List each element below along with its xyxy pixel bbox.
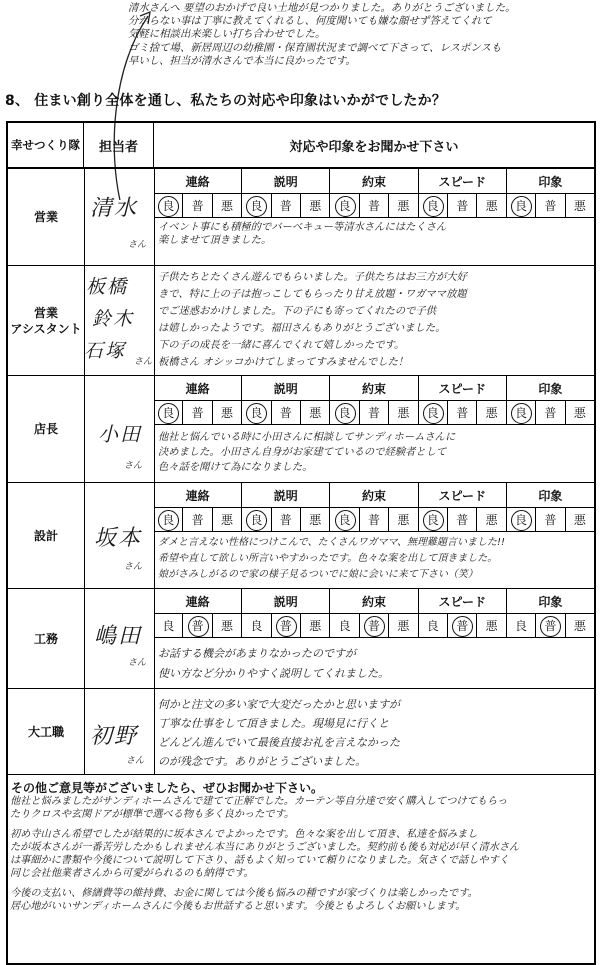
- header-person: 担当者: [84, 123, 154, 169]
- rating-option[interactable]: 良: [419, 401, 448, 424]
- rating-category: 説明: [242, 169, 330, 193]
- rating-option[interactable]: 良: [242, 401, 271, 424]
- person-cell: [84, 483, 155, 588]
- rating-option-group: [154, 194, 242, 217]
- rating-option[interactable]: 良: [242, 194, 271, 217]
- comment-line: のが残念です。ありがとうございました。: [158, 755, 367, 768]
- comment-line: 他社と悩んでいる時に小田さんに相談してサンディホームさんに: [158, 431, 456, 443]
- rating-option[interactable]: 良: [419, 614, 448, 637]
- header-team: 幸せつくり隊: [8, 123, 84, 169]
- rating-option[interactable]: 悪: [397, 199, 410, 213]
- rating-option[interactable]: 普: [272, 614, 301, 637]
- rating-option[interactable]: 普: [448, 614, 477, 637]
- note-line: 清水さんへ 要望のおかげで良い土地が見つかりました。ありがとうございました。: [128, 2, 516, 14]
- row-design: [8, 483, 594, 589]
- rating-option-group: [507, 401, 594, 424]
- comment-line: きで、特に上の子は抱っこしてもらったり甘え放題・ワガママ放題: [158, 288, 467, 300]
- person-name: 初野: [90, 724, 139, 749]
- rating-option[interactable]: 良: [507, 508, 536, 531]
- comment-line: どんどん進んでいて最後直接お礼を言えなかった: [158, 736, 400, 749]
- rating-grid: [154, 169, 594, 217]
- rating-options: [154, 194, 594, 218]
- person-name: 板橋: [86, 276, 129, 298]
- rating-option[interactable]: 良: [330, 401, 359, 424]
- comment: [158, 535, 592, 583]
- rating-option[interactable]: 普: [360, 194, 389, 217]
- rating-option-group: [242, 614, 330, 637]
- person-cell: [84, 589, 155, 688]
- question-heading: 8、 住まい創り全体を通し、私たちの対応や印象はいかがでしたか？: [5, 93, 447, 109]
- rating-category: 約束: [330, 589, 418, 613]
- rating-option[interactable]: 良: [242, 614, 271, 637]
- person-honorific: さん: [124, 461, 143, 471]
- rating-options: [154, 508, 594, 532]
- rating-category: 約束: [330, 483, 418, 507]
- comment-line: 楽しませて頂きました。: [158, 234, 272, 246]
- rating-option-group: [419, 614, 507, 637]
- rating-option[interactable]: 良: [154, 614, 183, 637]
- team-label: 大工職: [8, 689, 85, 774]
- rating-option[interactable]: 悪: [573, 619, 586, 633]
- rating-options: [154, 401, 594, 425]
- comment-line: 板橋さん オシッコかけてしまってすみませんでした！: [158, 356, 409, 368]
- person-cell: [84, 376, 155, 482]
- team-label: 工務: [8, 589, 85, 688]
- person-honorific: さん: [128, 240, 147, 250]
- rating-option[interactable]: 良: [507, 614, 536, 637]
- other-comments-body: [10, 795, 592, 913]
- person-name: 坂本: [94, 526, 143, 551]
- row-sales: [8, 169, 594, 266]
- rating-option-group: [507, 614, 594, 637]
- rating-option[interactable]: 普: [536, 194, 565, 217]
- person-cell: [84, 689, 155, 774]
- other-line: は事細かに書類や今後について説明して下さり、話もよく知っていて頼りになりました。気さくで話しやすく: [10, 855, 509, 867]
- rating-option[interactable]: 悪: [221, 513, 234, 527]
- rating-option[interactable]: 良: [242, 508, 271, 531]
- row-sales-assistant: [8, 266, 594, 376]
- rating-option[interactable]: 普: [360, 401, 389, 424]
- rating-category: 印象: [538, 381, 563, 396]
- row-store-manager: [8, 376, 594, 483]
- other-line: 初め寺山さん希望でしたが結果的に坂本さんでよかったです。色々な案を出して頂き、私達を悩みまし: [10, 828, 478, 840]
- comment-line: 何かと注文の多い家で大変だったかと思いますが: [158, 698, 400, 711]
- comment: [158, 269, 592, 371]
- rating-option[interactable]: 普: [536, 508, 565, 531]
- rating-category: 印象: [538, 488, 563, 503]
- top-handwritten-note: [128, 2, 596, 68]
- header-response: 対応や印象をお聞かせ下さい: [154, 123, 594, 169]
- rating-grid: [154, 589, 594, 637]
- comment: [158, 221, 592, 247]
- rating-option[interactable]: 良: [330, 194, 359, 217]
- rating-category: 約束: [330, 376, 418, 400]
- rating-option-group: [330, 508, 418, 531]
- note-line: 早いし、担当が清水さんで本当に良かったです。: [128, 54, 356, 67]
- rating-option[interactable]: 良: [507, 194, 536, 217]
- rating-category: 印象: [538, 174, 563, 189]
- other-line: 同じ会社他業者さんから可愛がられるのも納得です。: [10, 868, 254, 880]
- rating-option[interactable]: 悪: [397, 406, 410, 420]
- rating-option[interactable]: 良: [507, 401, 536, 424]
- comment-line: 子供たちとたくさん遊んでもらいました。子供たちはお三方が大好: [158, 271, 467, 283]
- rating-category: 連絡: [154, 169, 242, 193]
- rating-option-group: [330, 401, 418, 424]
- comment-line: 決めました。小田さん自身がお家建てているので経験者として: [158, 446, 447, 458]
- rating-option[interactable]: 悪: [309, 406, 322, 420]
- rating-option[interactable]: 悪: [397, 513, 410, 527]
- rating-category: 連絡: [154, 483, 242, 507]
- row-carpenter: [8, 689, 594, 775]
- rating-option-group: [419, 194, 507, 217]
- rating-option[interactable]: 悪: [485, 199, 498, 213]
- rating-category: 説明: [242, 376, 330, 400]
- person-name: 嶋田: [94, 624, 143, 649]
- comment-line: 下の子の成長を一緒に喜んでくれて嬉しかったです。: [158, 339, 405, 351]
- rating-option[interactable]: 良: [154, 508, 183, 531]
- rating-category: スピード: [419, 589, 507, 613]
- rating-option[interactable]: 悪: [397, 619, 410, 633]
- rating-option[interactable]: 普: [183, 614, 212, 637]
- rating-option[interactable]: 普: [183, 194, 212, 217]
- rating-option[interactable]: 普: [360, 508, 389, 531]
- comment: [158, 644, 592, 684]
- rating-option[interactable]: 普: [536, 401, 565, 424]
- rating-option[interactable]: 普: [448, 508, 477, 531]
- rating-option[interactable]: 悪: [485, 619, 498, 633]
- team-label: 設計: [8, 483, 85, 588]
- comment-line: ダメと言えない性格につけこんで、たくさんワガママ、無理難題言いました!!: [158, 537, 506, 548]
- rating-option[interactable]: 普: [272, 194, 301, 217]
- other-comments: [8, 775, 594, 963]
- rating-option[interactable]: 悪: [309, 199, 322, 213]
- other-line: 居心地がいいサンディホームさんに今後もお世話すると思います。今後ともよろしくお願いします。: [10, 901, 466, 913]
- rating-option-group: [242, 401, 330, 424]
- rating-option[interactable]: 悪: [573, 406, 586, 420]
- comment: [158, 695, 592, 771]
- rating-option-group: [242, 194, 330, 217]
- rating-categories: [154, 483, 594, 508]
- note-line: 気軽に相談出来楽しい打ち合わせでした。: [128, 28, 326, 41]
- rating-categories: [154, 376, 594, 401]
- rating-option[interactable]: 良: [330, 508, 359, 531]
- rating-categories: [154, 169, 594, 194]
- rating-category: 印象: [538, 594, 563, 609]
- rating-option[interactable]: 普: [183, 508, 212, 531]
- rating-option-group: [154, 401, 242, 424]
- rating-option-group: [154, 508, 242, 531]
- comment-line: 希望や直して欲しい所言いやすかったです。色々な案を出して頂きました。: [158, 553, 498, 564]
- team-label: 営業: [8, 169, 85, 265]
- rating-option[interactable]: 悪: [309, 513, 322, 527]
- other-line: 他社と悩みましたがサンディホームさんで建てて正解でした。カーテン等自分達で安く購入してつけてもらっ: [10, 796, 508, 807]
- other-line: たが坂本さんが一番苦労したかもしれません本当にありがとうございました。契約前も後も対応が早く清水さん: [10, 841, 520, 853]
- comment: [158, 430, 592, 475]
- rating-option-group: [330, 614, 418, 637]
- rating-option-group: [419, 401, 507, 424]
- rating-option[interactable]: 悪: [221, 199, 234, 213]
- rating-categories: [154, 589, 594, 614]
- note-line: ゴミ捨て場、新居周辺の幼稚園・保育園状況まで調べて下さって、レスポンスも: [128, 41, 502, 54]
- rating-category: 説明: [242, 483, 330, 507]
- person-honorific: さん: [124, 562, 143, 572]
- rating-option-group: [419, 508, 507, 531]
- rating-category: スピード: [419, 376, 507, 400]
- team-label: 営業 アシスタント: [8, 266, 85, 375]
- other-line: 今後の支払い、修繕費等の維持費、お金に関しては今後も悩みの種ですが家づくりは楽しかったです。: [10, 887, 478, 899]
- rating-option[interactable]: 普: [183, 401, 212, 424]
- rating-option-group: [242, 508, 330, 531]
- comment-line: は嬉しかったようです。福田さんもありがとうございました。: [158, 322, 446, 334]
- rating-option[interactable]: 良: [419, 508, 448, 531]
- rating-option[interactable]: 悪: [485, 406, 498, 420]
- survey-form: [6, 121, 596, 965]
- rating-option[interactable]: 普: [272, 401, 301, 424]
- comment-line: でご迷惑おかけしました。下の子にも寄ってくれたので子供: [158, 305, 437, 317]
- rating-option[interactable]: 普: [448, 401, 477, 424]
- rating-option[interactable]: 普: [272, 508, 301, 531]
- person-honorific: さん: [128, 658, 147, 668]
- comment-line: お話する機会があまりなかったのですが: [158, 647, 356, 660]
- team-label: 店長: [8, 376, 85, 482]
- comment-line: 娘がさみしがるので家の様子見るついでに娘に会いに来て下さい（笑）: [158, 569, 478, 580]
- comment-line: 丁寧な仕事をして頂きました。現場見に行くと: [158, 717, 389, 730]
- note-line: 分からない事は丁寧に教えてくれるし、何度聞いても嫌な顔せず答えてくれて: [128, 15, 492, 28]
- person-name: 小田: [98, 422, 142, 446]
- person-name: 鈴木: [92, 308, 135, 330]
- rating-option[interactable]: 良: [419, 194, 448, 217]
- rating-option[interactable]: 良: [154, 401, 183, 424]
- rating-category: スピード: [419, 169, 507, 193]
- rating-option[interactable]: 良: [330, 614, 359, 637]
- rating-option[interactable]: 悪: [309, 619, 322, 633]
- rating-option[interactable]: 良: [154, 194, 183, 217]
- rating-option[interactable]: 悪: [221, 619, 234, 633]
- rating-category: 説明: [242, 589, 330, 613]
- rating-option-group: [507, 194, 594, 217]
- row-construction-management: [8, 589, 594, 689]
- comment-line: 使い方など分かりやすく説明してくれました。: [158, 667, 389, 680]
- rating-category: 約束: [330, 169, 418, 193]
- rating-category: スピード: [419, 483, 507, 507]
- person-honorific: さん: [134, 357, 153, 367]
- rating-option[interactable]: 普: [536, 614, 565, 637]
- rating-category: 連絡: [154, 589, 242, 613]
- rating-option[interactable]: 悪: [573, 199, 586, 213]
- rating-option[interactable]: 普: [448, 194, 477, 217]
- rating-option[interactable]: 悪: [485, 513, 498, 527]
- person-cell: [84, 169, 155, 265]
- person-cell: [84, 266, 155, 375]
- rating-option[interactable]: 普: [360, 614, 389, 637]
- rating-option-group: [507, 508, 594, 531]
- other-comments-title: その他ご意見等がございましたら、ぜひお聞かせ下さい。: [11, 781, 324, 795]
- comment-line: イベント事にも積極的でバーベキュー等清水さんにはたくさん: [158, 221, 447, 233]
- rating-option[interactable]: 悪: [221, 406, 234, 420]
- rating-category: 連絡: [154, 376, 242, 400]
- rating-grid: [154, 483, 594, 531]
- rating-option-group: [154, 614, 242, 637]
- person-name: 清水: [90, 196, 139, 221]
- person-name: 石塚: [84, 340, 127, 362]
- comment-line: 色々話を聞けて為になりました。: [158, 461, 313, 473]
- rating-options: [154, 614, 594, 638]
- rating-option[interactable]: 悪: [573, 513, 586, 527]
- rating-grid: [154, 376, 594, 424]
- other-line: たりクロスや玄関ドアが標準で選べる物も多く良かったです。: [10, 809, 295, 821]
- person-honorific: さん: [126, 756, 145, 766]
- rating-option-group: [330, 194, 418, 217]
